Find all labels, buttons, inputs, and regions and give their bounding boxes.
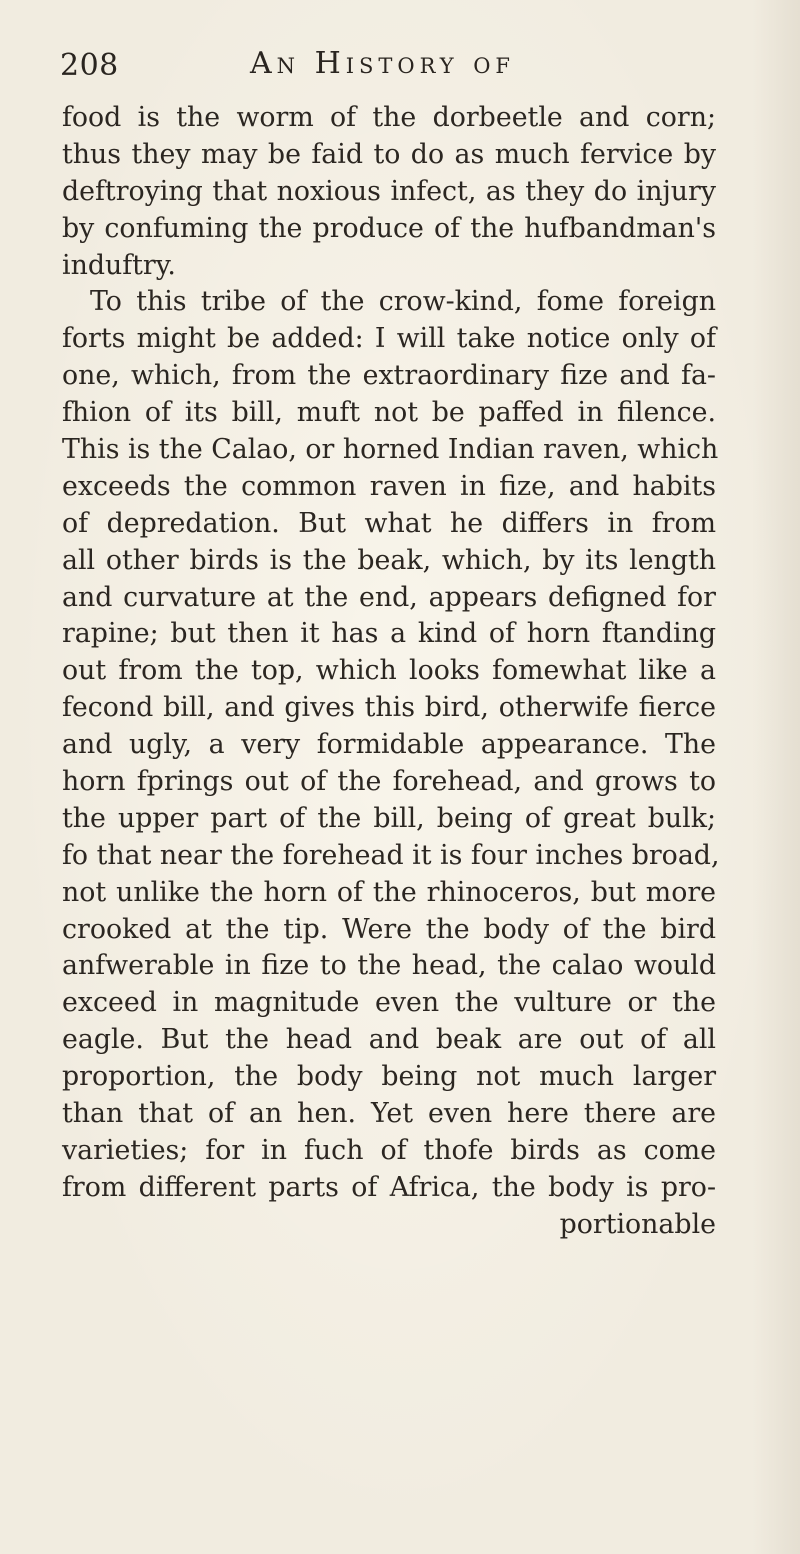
- text-line: forts might be added: I will take notice only of: [62, 323, 716, 355]
- text-line: from different parts of Africa, the body is pro-: [62, 1171, 716, 1203]
- text-line: fecond bill, and gives this bird, otherwife fierce: [62, 692, 716, 724]
- text-line: To this tribe of the crow-kind, fome foreign: [90, 286, 716, 318]
- text-line: fo that near the forehead it is four inches broad,: [62, 839, 720, 871]
- text-line: This is the Calao, or horned Indian raven, which: [62, 434, 719, 466]
- text-line: fhion of its bill, muft not be paffed in filence.: [62, 397, 716, 429]
- text-line: of depredation. But what he differs in from: [62, 507, 716, 539]
- text-line: and curvature at the end, appears defigned for: [62, 581, 716, 613]
- text-line: not unlike the horn of the rhinoceros, but more: [62, 876, 716, 908]
- text-line: horn fprings out of the forehead, and grows to: [62, 766, 716, 798]
- text-line: induftry.: [62, 249, 176, 281]
- text-line: rapine; but then it has a kind of horn ftanding: [62, 618, 716, 650]
- text-line: thus they may be faid to do as much fervice by: [62, 138, 716, 170]
- text-line: than that of an hen. Yet even here there are: [62, 1098, 716, 1130]
- text-line: out from the top, which looks fomewhat like a: [62, 655, 716, 687]
- body-text: [62, 100, 720, 1244]
- text-line: varieties; for in fuch of thofe birds as come: [62, 1134, 716, 1166]
- text-line: all other birds is the beak, which, by its length: [62, 544, 716, 576]
- text-line: food is the worm of the dorbeetle and corn;: [62, 102, 716, 133]
- text-line: one, which, from the extraordinary fize and fa-: [62, 360, 716, 392]
- page-number: 208: [60, 48, 119, 83]
- text-line: eagle. But the head and beak are out of all: [62, 1024, 716, 1056]
- text-line: portionable: [559, 1208, 716, 1240]
- text-line: crooked at the tip. Were the body of the bird: [62, 913, 716, 945]
- text-line: the upper part of the bill, being of great bulk;: [62, 802, 716, 834]
- page-header: [60, 48, 700, 88]
- running-title: An History of: [250, 46, 515, 81]
- text-line: proportion, the body being not much larger: [62, 1061, 716, 1093]
- text-line: deftroying that noxious infect, as they do injury: [62, 175, 716, 207]
- text-line: and ugly, a very formidable appearance. The: [62, 729, 716, 761]
- text-line: exceeds the common raven in fize, and habits: [62, 470, 716, 502]
- text-line: anfwerable in fize to the head, the calao would: [62, 950, 716, 982]
- text-line: exceed in magnitude even the vulture or the: [62, 987, 716, 1019]
- text-line: by confuming the produce of the hufbandman's: [62, 212, 716, 244]
